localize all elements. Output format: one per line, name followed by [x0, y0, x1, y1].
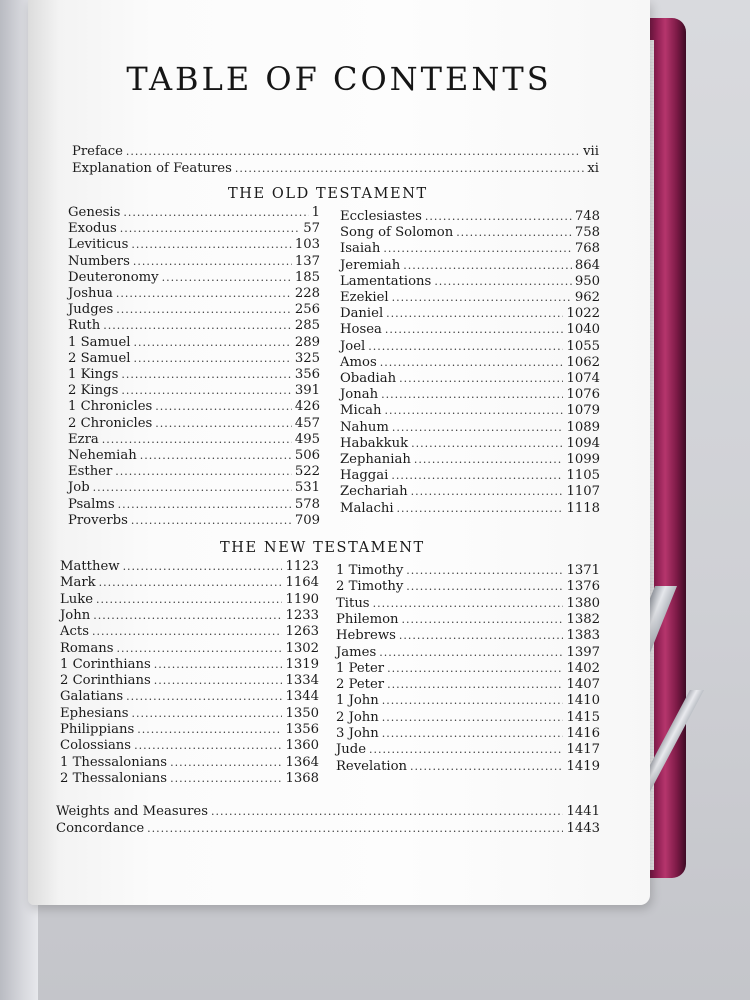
toc-entry-page: 1441 [566, 804, 600, 819]
dot-leader [155, 399, 292, 415]
toc-entry-page: 1350 [285, 705, 319, 721]
toc-entry-page: 289 [294, 334, 320, 350]
toc-entry-name: Ephesians [60, 705, 129, 721]
toc-entry-page: 531 [294, 480, 320, 496]
ot-entry [68, 432, 320, 448]
nt-entry [336, 563, 600, 579]
toc-entry-name: 1 Timothy [336, 563, 404, 578]
ot-entry [340, 225, 600, 241]
dot-leader [235, 161, 584, 177]
toc-entry-page: 1094 [566, 435, 600, 451]
dot-leader [140, 448, 292, 464]
toc-entry-name: Hosea [340, 322, 382, 338]
toc-entry-page: 768 [574, 241, 600, 257]
ot-entry [68, 318, 320, 334]
dot-leader [102, 432, 292, 448]
toc-entry-name: 2 John [336, 709, 379, 725]
toc-entry-name: Micah [340, 403, 382, 419]
nt-entry [60, 575, 319, 591]
toc-entry-name: Ecclesiastes [340, 209, 422, 224]
dot-leader [410, 759, 563, 775]
toc-entry-page: 1233 [285, 607, 319, 623]
toc-entry-page: 1419 [566, 758, 600, 774]
toc-entry-name: Acts [60, 624, 89, 640]
toc-entry-name: Zephaniah [340, 452, 411, 467]
toc-entry-name: Concordance [56, 820, 145, 836]
toc-entry-page: 506 [294, 448, 320, 463]
ot-entry [68, 416, 320, 432]
toc-entry-name: 1 Corinthians [60, 656, 151, 672]
toc-entry-name: 1 Chronicles [68, 399, 153, 415]
toc-entry-page: 748 [574, 209, 600, 224]
ot-entry [68, 351, 320, 367]
dot-leader [385, 322, 564, 338]
toc-entry-name: James [336, 644, 377, 660]
toc-entry-name: Amos [340, 354, 377, 370]
dot-leader [381, 387, 563, 403]
ot-entry [340, 306, 600, 322]
dot-leader [392, 290, 572, 306]
nt-entry [60, 689, 319, 705]
dot-leader [115, 464, 292, 480]
toc-entry-page: 325 [294, 350, 320, 366]
dot-leader [399, 371, 563, 387]
toc-entry-name: Galatians [60, 689, 124, 705]
dot-leader [373, 596, 564, 612]
back-matter-entry [56, 821, 600, 837]
toc-entry-page: 1364 [285, 754, 319, 770]
toc-entry-page: 185 [294, 269, 320, 285]
toc-entry-page: 426 [294, 399, 320, 415]
toc-entry-page: 1380 [566, 595, 600, 611]
nt-entry [336, 759, 600, 775]
toc-entry-page: 1089 [566, 419, 600, 435]
toc-entry-page: 1040 [566, 322, 600, 338]
toc-entry-name: Romans [60, 640, 114, 656]
dot-leader [380, 355, 564, 371]
toc-entry-page: 1410 [566, 693, 600, 709]
dot-leader [368, 339, 563, 355]
toc-entry-page: 962 [574, 290, 600, 305]
toc-entry-name: Zechariah [340, 484, 408, 500]
dot-leader [391, 468, 563, 484]
toc-entry-page: 1123 [285, 559, 319, 574]
nt-entry [336, 677, 600, 693]
dot-leader [387, 677, 563, 693]
dot-leader [96, 592, 282, 608]
ot-entry [340, 420, 600, 436]
toc-entry-name: Philippians [60, 722, 135, 737]
dot-leader [382, 710, 564, 726]
ot-entry [340, 290, 600, 306]
toc-entry-page: 1356 [285, 722, 319, 737]
nt-entry [60, 608, 319, 624]
ot-entry [68, 480, 320, 496]
toc-entry-name: Luke [60, 591, 94, 607]
toc-entry-page: 1164 [285, 575, 319, 591]
toc-entry-name: Obadiah [340, 371, 397, 386]
ot-entry [340, 436, 600, 452]
toc-entry-name: 2 Chronicles [68, 415, 153, 431]
toc-entry-page: 1107 [566, 484, 600, 500]
toc-entry-name: Numbers [68, 253, 130, 269]
dot-leader [406, 579, 563, 595]
dot-leader [397, 501, 564, 517]
toc-entry-name: Joel [340, 338, 366, 354]
toc-entry-name: Preface [72, 144, 123, 159]
front-matter-entry [72, 161, 599, 177]
dot-leader [406, 563, 563, 579]
nt-entry [336, 645, 600, 661]
ot-entry [340, 371, 600, 387]
dot-leader [123, 559, 283, 575]
toc-content [28, 0, 650, 905]
toc-entry-name: Proverbs [68, 512, 128, 528]
ot-entry [68, 237, 320, 253]
toc-entry-name: Genesis [68, 205, 121, 220]
dot-leader [382, 693, 564, 709]
ot-entry [340, 501, 600, 517]
dot-leader [118, 497, 292, 513]
toc-entry-name: Lamentations [340, 273, 432, 289]
ot-entry [340, 452, 600, 468]
nt-entry [60, 706, 319, 722]
nt-entry [60, 738, 319, 754]
toc-entry-name: Ruth [68, 318, 101, 334]
dot-leader [403, 258, 572, 274]
dot-leader [170, 771, 282, 787]
toc-entry-page: 1099 [566, 452, 600, 467]
toc-entry-page: 495 [294, 431, 320, 447]
toc-entry-page: 1415 [566, 709, 600, 725]
ot-entry [340, 339, 600, 355]
toc-entry-page: 1376 [566, 579, 600, 595]
nt-entry [60, 624, 319, 640]
dot-leader [126, 689, 282, 705]
dot-leader [126, 144, 580, 160]
dot-leader [425, 209, 572, 225]
toc-entry-name: Nehemiah [68, 448, 137, 463]
toc-entry-name: Deuteronomy [68, 269, 159, 285]
toc-entry-page: 228 [294, 286, 320, 301]
dot-leader [134, 351, 292, 367]
dot-leader [386, 306, 563, 322]
ot-entry [68, 205, 320, 221]
toc-entry-name: Judges [68, 302, 114, 318]
toc-entry-page: 1416 [566, 726, 600, 741]
toc-entry-page: 1368 [285, 770, 319, 786]
dot-leader [402, 612, 564, 628]
dot-leader [134, 738, 282, 754]
old-testament-heading: THE OLD TESTAMENT [228, 186, 428, 202]
dot-leader [411, 484, 564, 500]
dot-leader [123, 205, 308, 221]
dot-leader [154, 657, 283, 673]
ot-entry [340, 355, 600, 371]
nt-entry [336, 661, 600, 677]
dot-leader [116, 302, 292, 318]
toc-entry-page: 1334 [285, 673, 319, 689]
toc-entry-name: Joshua [68, 286, 113, 301]
ot-entry [68, 448, 320, 464]
dot-leader [147, 821, 563, 837]
toc-entry-name: Isaiah [340, 241, 381, 257]
toc-entry-page: 391 [294, 383, 320, 399]
dot-leader [137, 722, 282, 738]
nt-entry [60, 641, 319, 657]
nt-entry [336, 710, 600, 726]
toc-entry-page: 137 [294, 253, 320, 269]
ot-entry [340, 468, 600, 484]
toc-entry-page: xi [587, 160, 599, 176]
ot-entry [340, 258, 600, 274]
toc-entry-page: 1371 [566, 563, 600, 578]
toc-entry-name: Ezekiel [340, 290, 389, 305]
dot-leader [103, 318, 292, 334]
toc-entry-name: John [60, 607, 91, 623]
toc-entry-name: 1 Thessalonians [60, 754, 168, 770]
toc-entry-name: Esther [68, 464, 113, 480]
ot-entry [340, 322, 600, 338]
ot-entry [68, 221, 320, 237]
toc-entry-page: 1062 [566, 354, 600, 370]
dot-leader [411, 436, 563, 452]
ot-entry [68, 399, 320, 415]
dot-leader [92, 624, 282, 640]
dot-leader [120, 221, 301, 237]
toc-entry-name: 2 Timothy [336, 579, 404, 595]
toc-entry-name: 1 Peter [336, 660, 385, 676]
ot-entry [340, 274, 600, 290]
toc-entry-page: 1263 [285, 624, 319, 640]
toc-entry-name: Habakkuk [340, 435, 409, 451]
dot-leader [154, 673, 283, 689]
dot-leader [387, 661, 563, 677]
nt-entry [60, 657, 319, 673]
toc-entry-page: 1105 [566, 468, 600, 484]
toc-entry-name: 2 Thessalonians [60, 770, 168, 786]
page-title: TABLE OF CONTENTS [126, 60, 552, 98]
dot-leader [162, 270, 292, 286]
ot-entry [340, 387, 600, 403]
toc-entry-page: 103 [294, 237, 320, 253]
back-matter-entry [56, 804, 600, 820]
dot-leader [392, 420, 564, 436]
dot-leader [155, 416, 292, 432]
toc-entry-name: Jeremiah [340, 257, 401, 273]
nt-entry [60, 755, 319, 771]
ot-entry [340, 209, 600, 225]
nt-entry [60, 771, 319, 787]
nt-entry [336, 596, 600, 612]
toc-entry-page: 1402 [566, 660, 600, 676]
nt-entry [336, 693, 600, 709]
nt-entry [60, 673, 319, 689]
toc-entry-page: 758 [574, 225, 600, 241]
toc-entry-page: 950 [574, 273, 600, 289]
toc-entry-page: 1022 [566, 306, 600, 322]
ot-entry [68, 286, 320, 302]
toc-entry-name: Matthew [60, 559, 120, 574]
toc-entry-name: Nahum [340, 419, 389, 435]
toc-entry-name: Philemon [336, 611, 399, 627]
toc-entry-page: 1076 [566, 387, 600, 403]
toc-entry-name: Psalms [68, 496, 115, 512]
toc-entry-name: Explanation of Features [72, 160, 232, 176]
toc-entry-page: 57 [303, 221, 320, 237]
toc-entry-page: 522 [294, 464, 320, 480]
ot-entry [68, 254, 320, 270]
toc-entry-page: 1118 [566, 500, 600, 516]
toc-entry-name: Ezra [68, 431, 99, 447]
toc-entry-name: 2 Peter [336, 677, 385, 693]
dot-leader [116, 286, 292, 302]
toc-entry-page: 1 [311, 205, 320, 220]
dot-leader [211, 804, 563, 820]
dot-leader [434, 274, 572, 290]
toc-entry-name: Jude [336, 742, 367, 758]
ot-entry [68, 464, 320, 480]
toc-entry-page: 1079 [566, 403, 600, 419]
toc-entry-page: 256 [294, 302, 320, 318]
nt-entry [60, 722, 319, 738]
toc-entry-name: 1 Kings [68, 367, 119, 382]
toc-entry-page: 1383 [566, 628, 600, 644]
ot-entry [340, 403, 600, 419]
toc-entry-page: 578 [294, 496, 320, 512]
toc-entry-page: 1360 [285, 738, 319, 754]
dot-leader [131, 237, 291, 253]
dot-leader [134, 335, 292, 351]
ot-entry [340, 241, 600, 257]
toc-entry-name: 1 John [336, 693, 379, 709]
dot-leader [121, 367, 291, 383]
toc-entry-name: Exodus [68, 221, 117, 237]
nt-entry [60, 559, 319, 575]
toc-entry-name: Mark [60, 575, 96, 591]
dot-leader [383, 241, 571, 257]
dot-leader [379, 645, 563, 661]
toc-entry-name: 2 Samuel [68, 350, 131, 366]
toc-entry-name: Job [68, 480, 90, 496]
ot-entry [68, 302, 320, 318]
toc-entry-page: 457 [294, 415, 320, 431]
dot-leader [121, 383, 291, 399]
nt-entry [336, 612, 600, 628]
toc-entry-name: Titus [336, 595, 370, 611]
toc-entry-page: 1302 [285, 640, 319, 656]
ot-entry [68, 335, 320, 351]
toc-entry-page: 1190 [285, 591, 319, 607]
dot-leader [456, 225, 572, 241]
toc-entry-page: 1055 [566, 338, 600, 354]
dot-leader [414, 452, 564, 468]
dot-leader [170, 755, 282, 771]
toc-entry-page: 1382 [566, 611, 600, 627]
dot-leader [117, 641, 283, 657]
toc-entry-name: Song of Solomon [340, 225, 454, 241]
toc-entry-name: 2 Kings [68, 383, 119, 399]
ot-entry [68, 367, 320, 383]
toc-entry-page: 1407 [566, 677, 600, 693]
toc-entry-page: 1074 [566, 371, 600, 386]
toc-entry-name: Daniel [340, 306, 384, 322]
toc-entry-name: Revelation [336, 758, 408, 774]
toc-entry-page: 864 [574, 257, 600, 273]
toc-entry-name: Hebrews [336, 628, 396, 644]
ot-entry [68, 383, 320, 399]
toc-entry-name: Malachi [340, 500, 394, 516]
dot-leader [93, 480, 292, 496]
dot-leader [99, 575, 283, 591]
toc-entry-page: 1443 [566, 820, 600, 836]
nt-entry [336, 726, 600, 742]
front-matter-entry [72, 144, 599, 160]
dot-leader [369, 742, 563, 758]
toc-entry-name: 1 Samuel [68, 334, 131, 350]
dot-leader [131, 706, 282, 722]
nt-entry [336, 628, 600, 644]
new-testament-heading: THE NEW TESTAMENT [220, 540, 425, 556]
dot-leader [133, 254, 292, 270]
toc-entry-page: 1417 [566, 742, 600, 758]
toc-entry-name: Colossians [60, 738, 132, 754]
nt-entry [336, 742, 600, 758]
toc-entry-name: Jonah [340, 387, 379, 403]
toc-entry-page: 1397 [566, 644, 600, 660]
toc-entry-page: 285 [294, 318, 320, 334]
toc-entry-name: Haggai [340, 468, 389, 484]
dot-leader [399, 628, 564, 644]
dot-leader [384, 403, 563, 419]
ot-entry [68, 497, 320, 513]
nt-entry [60, 592, 319, 608]
nt-entry [336, 579, 600, 595]
toc-entry-name: 2 Corinthians [60, 673, 151, 689]
toc-entry-name: Leviticus [68, 237, 129, 253]
toc-entry-page: 1319 [285, 656, 319, 672]
toc-entry-name: Weights and Measures [56, 804, 208, 819]
book-page [28, 0, 650, 905]
ot-entry [68, 270, 320, 286]
toc-entry-page: 356 [294, 367, 320, 382]
toc-entry-page: vii [583, 144, 599, 159]
dot-leader [93, 608, 282, 624]
dot-leader [131, 513, 292, 529]
dot-leader [382, 726, 564, 742]
toc-entry-page: 1344 [285, 689, 319, 705]
toc-entry-page: 709 [294, 512, 320, 528]
ot-entry [340, 484, 600, 500]
ot-entry [68, 513, 320, 529]
toc-entry-name: 3 John [336, 726, 379, 741]
